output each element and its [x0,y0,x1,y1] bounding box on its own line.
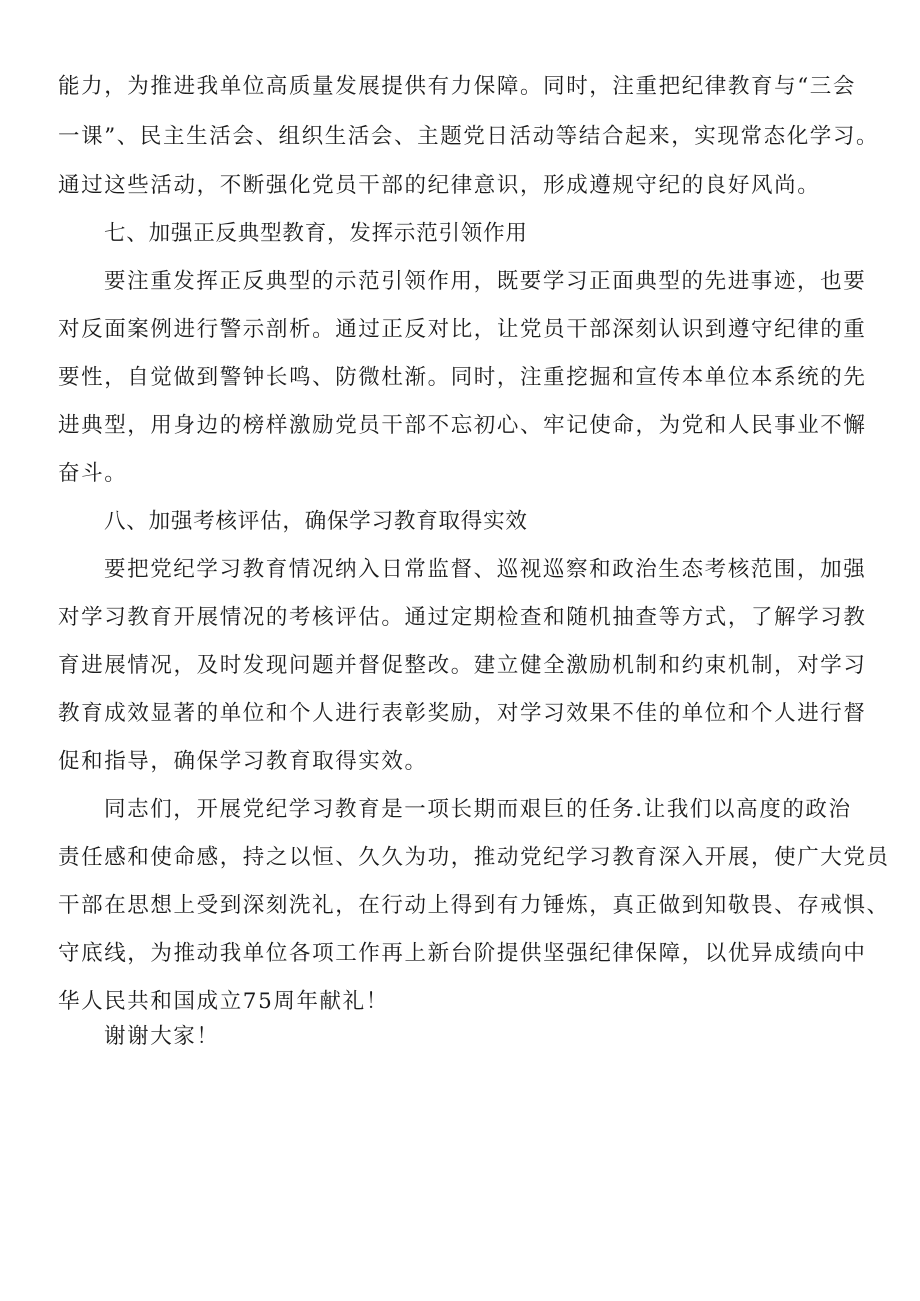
section-7-heading: 七、加强正反典型教育，发挥示范引领作用 [104,221,528,246]
paragraph-line: 通过这些活动，不断强化党员干部的纪律意识，形成遵规守纪的良好风尚。 [58,173,821,198]
paragraph-line: 责任感和使命感，持之以恒、久久为功，推动党纪学习教育深入开展，使广大党员 [58,845,890,870]
paragraph-line: 同志们，开展党纪学习教育是一项长期而艰巨的任务.让我们以高度的政治 [104,797,852,822]
paragraph-line: 对学习教育开展情况的考核评估。通过定期检查和随机抽查等方式，了解学习教 [58,605,867,630]
paragraph-line: 要性，自觉做到警钟长鸣、防微杜渐。同时，注重挖掘和宣传本单位本系统的先 [58,365,867,390]
paragraph-line: 守底线，为推动我单位各项工作再上新台阶提供坚强纪律保障，以优异成绩向中 [58,941,867,966]
paragraph-line: 教育成效显著的单位和个人进行表彰奖励，对学习效果不佳的单位和个人进行督 [58,701,867,726]
paragraph-line: 育进展情况，及时发现问题并督促整改。建立健全激励机制和约束机制，对学习 [58,653,867,678]
paragraph-line: 对反面案例进行警示剖析。通过正反对比，让党员干部深刻认识到遵守纪律的重 [58,317,867,342]
closing-thanks: 谢谢大家！ [104,1024,220,1049]
paragraph-line: 要注重发挥正反典型的示范引领作用，既要学习正面典型的先进事迹，也要 [104,269,867,294]
paragraph-line: 奋斗。 [58,461,128,486]
paragraph-line: 能力，为推进我单位高质量发展提供有力保障。同时，注重把纪律教育与“三会 [58,74,856,99]
paragraph-line: 促和指导，确保学习教育取得实效。 [58,749,428,774]
paragraph-line: 进典型，用身边的榜样激励党员干部不忘初心、牢记使命，为党和人民事业不懈 [58,413,867,438]
paragraph-line: 一课”、民主生活会、组织生活会、主题党日活动等结合起来，实现常态化学习。 [58,124,880,149]
section-8-heading: 八、加强考核评估，确保学习教育取得实效 [104,509,528,534]
paragraph-line: 干部在思想上受到深刻洗礼，在行动上得到有力锤炼，真正做到知敬畏、存戒惧、 [58,893,890,918]
paragraph-line: 华人民共和国成立75周年献礼！ [58,989,389,1014]
paragraph-line: 要把党纪学习教育情况纳入日常监督、巡视巡察和政治生态考核范围，加强 [104,557,867,582]
